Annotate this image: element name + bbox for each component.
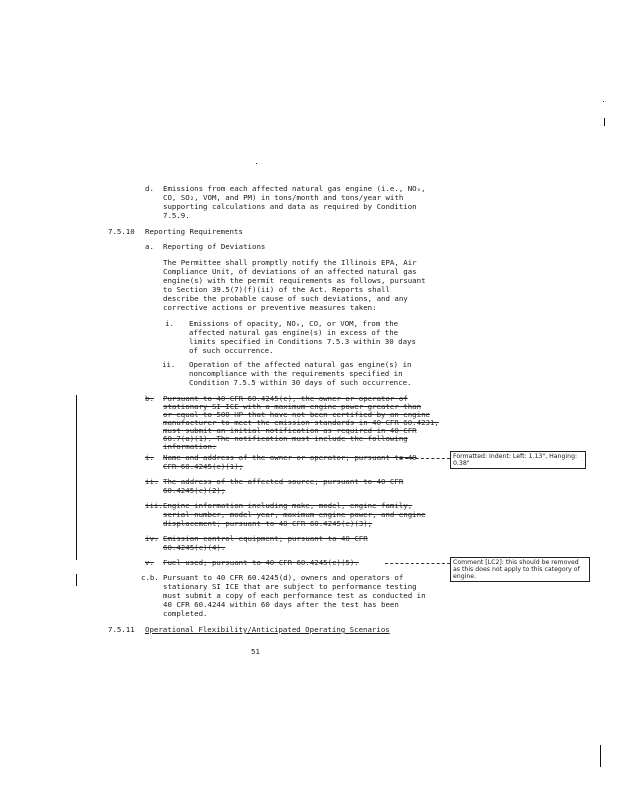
item-a-line-3: engine(s) with the permit requirements as follows, pursuant: [163, 276, 426, 285]
scan-mark-2: [600, 745, 601, 767]
item-a-line-5: describe the probable cause of such deviations, and any: [163, 294, 408, 303]
sub-ii-label: ii.: [162, 360, 176, 369]
item-b-iii-label: iii.: [145, 501, 163, 510]
item-d-line-4: 7.5.9.: [163, 211, 190, 220]
item-a-label: a.: [145, 242, 154, 251]
item-b-iv-line-1: Emission control equipment; pursuant to 40 CFR: [163, 534, 368, 543]
sub-i-line-1: Emissions of opacity, NOₓ, CO, or VOM, from the: [189, 319, 399, 328]
item-b-line-2: stationary SI ICE with a maximum engine power greater than: [163, 402, 422, 411]
item-d-label: d.: [145, 184, 154, 193]
item-a-line-6: corrective actions or preventive measures taken:: [163, 303, 377, 312]
sub-i-line-2: affected natural gas engine(s) in excess of the: [189, 328, 399, 337]
item-b-i-line-1: Name and address of the owner or operator; pursuant to 40: [163, 453, 417, 462]
scan-dot-2: [256, 163, 257, 164]
formatted-callout-leader: [400, 458, 450, 459]
item-a-line-1: The Permittee shall promptly notify the Illinois EPA, Air: [163, 258, 417, 267]
item-b-ii-label: ii.: [145, 477, 159, 486]
sub-i-line-3: limits specified in Conditions 7.5.3 within 30 days: [189, 337, 416, 346]
item-d-line-1: Emissions from each affected natural gas engine (i.e., NOₓ,: [163, 184, 426, 193]
item-b-v-line-1: Fuel used; pursuant to 40 CFR 60.4245(c)(5).: [163, 558, 359, 567]
item-b-i-line-2: CFR 60.4245(c)(1);: [163, 462, 244, 471]
item-c-line-5: completed.: [163, 609, 208, 618]
item-b-iii-line-2: serial number, model year, maximum engine power, and engine: [163, 510, 426, 519]
sub-ii-line-2: noncompliance with the requirements specified in: [189, 369, 403, 378]
section-7510-number: 7.5.10: [108, 227, 135, 236]
item-a-line-2: Compliance Unit, of deviations of an affected natural gas: [163, 267, 417, 276]
item-b-line-6: 60.7(a)(1). The notification must include the following: [163, 434, 408, 443]
page-number: 51: [251, 647, 260, 656]
item-d-line-3: supporting calculations and data as required by Condition: [163, 202, 417, 211]
item-b-ii-line-1: The address of the affected source; pursuant to 40 CFR: [163, 477, 404, 486]
section-7511-number: 7.5.11: [108, 625, 135, 634]
item-b-iv-label: iv.: [145, 534, 159, 543]
item-b-iv-line-2: 60.4245(c)(4).: [163, 543, 226, 552]
sub-i-line-4: of such occurrence.: [189, 346, 274, 355]
formatted-callout[interactable]: Formatted: Indent: Left: 1.13", Hanging: 0.38": [450, 451, 586, 469]
item-c-label: c.b.: [141, 573, 159, 582]
item-b-label: b.: [145, 394, 154, 403]
comment-callout[interactable]: Comment [LC2]: this should be removed as this does not apply to this category of engine.: [450, 557, 590, 582]
change-bar: [76, 395, 77, 560]
item-a-title: Reporting of Deviations: [163, 242, 266, 251]
item-b-v-label: v.: [145, 558, 154, 567]
item-d-line-2: CO, SO₂, VOM, and PM) in tons/month and tons/year with: [163, 193, 404, 202]
scan-dot: [603, 101, 604, 102]
item-c-line-1: Pursuant to 40 CFR 60.4245(d), owners and operators of: [163, 573, 404, 582]
item-b-line-4: manufacturer to meet the emission standards in 40 CFR 60.4231,: [163, 418, 439, 427]
item-b-i-label: i.: [145, 453, 154, 462]
sub-ii-line-3: Condition 7.5.5 within 30 days of such occurrence.: [189, 378, 412, 387]
item-c-line-4: 40 CFR 60.4244 within 60 days after the test has been: [163, 600, 399, 609]
item-b-iii-line-1: Engine information including make, model, engine family,: [163, 501, 413, 510]
item-c-line-2: stationary SI ICE that are subject to performance testing: [163, 582, 417, 591]
item-b-line-1: Pursuant to 40 CFR 60.4245(c), the owner or operator of: [163, 394, 408, 403]
item-a-line-4: to Section 39.5(7)(f)(ii) of the Act. Reports shall: [163, 285, 390, 294]
item-b-line-7: information:: [163, 442, 217, 451]
section-7510-title: Reporting Requirements: [145, 227, 243, 236]
item-b-iii-line-3: displacement; pursuant to 40 CFR 60.4245(c)(3);: [163, 519, 373, 528]
scan-mark: [604, 118, 605, 126]
sub-ii-line-1: Operation of the affected natural gas engine(s) in: [189, 360, 412, 369]
change-bar-2: [76, 574, 77, 586]
item-c-line-3: must submit a copy of each performance test as conducted in: [163, 591, 426, 600]
comment-callout-leader: [385, 563, 450, 564]
section-7511-title: Operational Flexibility/Anticipated Operating Scenarios: [145, 625, 390, 634]
item-b-line-3: or equal to 500 HP that have not been certified by an engine: [163, 410, 430, 419]
item-b-ii-line-2: 60.4245(c)(2);: [163, 486, 226, 495]
sub-i-label: i.: [165, 319, 174, 328]
item-b-line-5: must submit an initial notification as required in 40 CFR: [163, 426, 417, 435]
